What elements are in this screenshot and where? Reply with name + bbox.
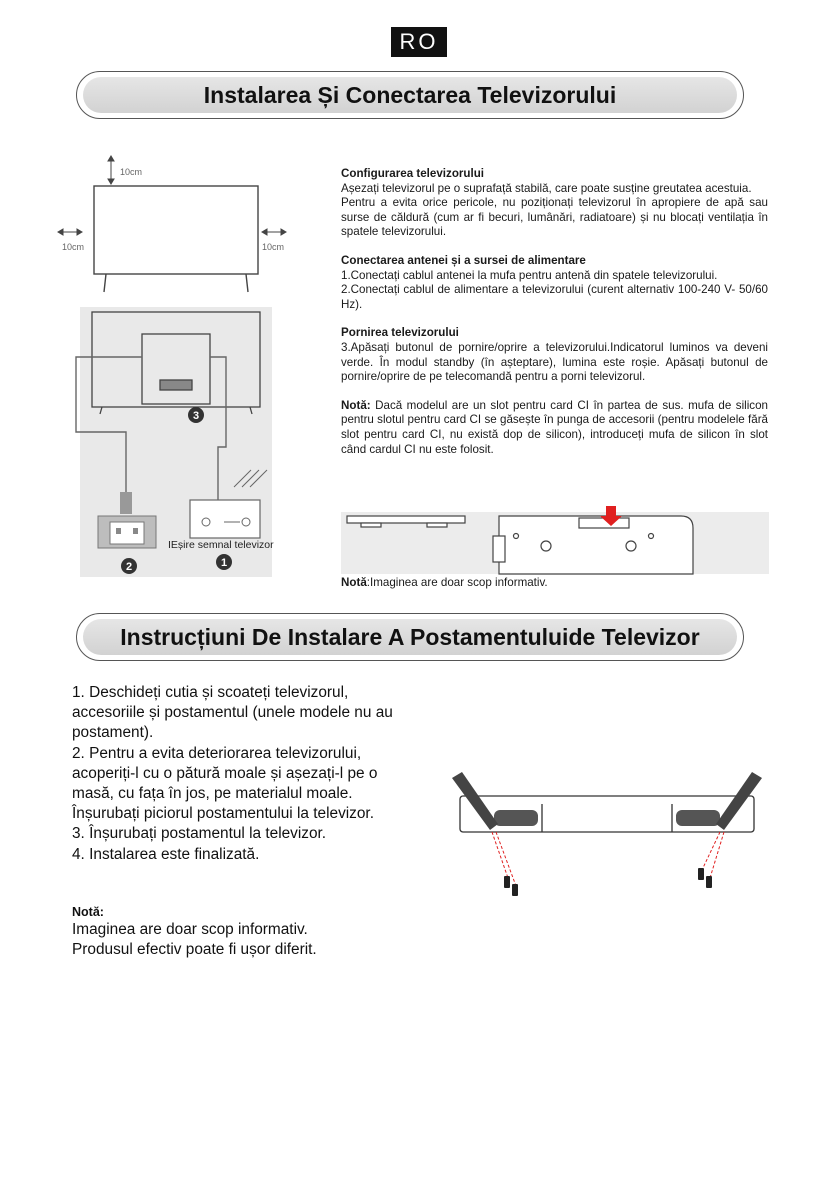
stand-step-2: 2. Pentru a evita deteriorarea televizorului, acoperiți-l cu o pătură moale și așezați-l pe o masă, cu fața în jos, pe materialul moale. Înșurubați piciorul postamentului la televizor. [72,744,378,823]
stand-note [72,904,417,960]
image-note [341,576,548,589]
svg-text:1: 1 [220,557,228,569]
antenna-step-2: 2.Conectați cablul de alimentare a televizorului (curent alternativ 100-240 V- 50/60 Hz). [341,283,768,311]
signal-output-label: IEșire semnal televizor [168,539,274,551]
note-text: Dacă modelul are un slot pentru card CI în partea de sus. mufa de silicon pentru slotul pentru card CI se găsește în punga de accesorii (pentru modelele fără slot pentru card CI, nu există dop de silicon), introduceți mufa de silicon în slot când cardul CI nu este folosit. [341,398,768,456]
note2-label: Notă [341,576,367,589]
stand-note-line-1: Imaginea are doar scop informativ. [72,921,308,938]
ci-slot-note [341,399,768,457]
top-clearance-label: 10cm [120,167,143,177]
screws-icon [504,868,712,896]
tv-rear-panel [493,516,693,574]
step-number-1 [216,554,232,570]
antenna-heading: Conectarea antenei și a sursei de alimentare [341,253,586,267]
stand-instructions [72,683,417,865]
power-heading: Pornirea televizorului [341,326,459,340]
tv-installation-diagram [56,152,296,582]
clearance-arrows [58,156,286,235]
setup-heading: Configurarea televizorului [341,167,485,180]
stand-mounting-diagram [452,760,762,900]
section-title: Instalarea Și Conectarea Televizorului [203,82,617,108]
stand-step-1: 1. Deschideți cutia și scoateți televizorul, accesoriile și postamentul (unele modele nu au postament). [72,684,393,742]
left-clearance-label: 10cm [62,242,85,252]
ci-slot-diagram [341,506,769,576]
svg-text:3: 3 [192,410,200,422]
setup-paragraph-1: Așezați televizorul pe o suprafață stabilă, care poate susține greutatea acestuia. [341,181,752,195]
note2-text: :Imaginea are doar scop informativ. [366,576,548,589]
antenna-wall-plate [190,500,260,538]
setup-paragraph-2: Pentru a evita orice pericole, nu poziționați televizorul în apropiere de apă sau surse de căldură (cum ar fi becuri, lumânări, radiatoare) și nu blocați ventilația în spatele televizorului. [341,196,768,239]
power-text: 3.Apăsați butonul de pornire/oprire a televizorului.Indicatorul luminos va deveni verde. În modul standby (în așteptare), lumina este roșie. Apăsați butonul de pornire/oprire de pe telecomandă pentru a porni televizorul. [341,340,768,384]
tv-front-illustration [94,186,258,292]
section-header-installation [76,71,744,119]
section-title: Instrucțiuni De Instalare A Postamentuluide Televizor [120,624,700,650]
section-header-stand [76,613,744,661]
stand-step-4: 4. Instalarea este finalizată. [72,845,260,863]
right-clearance-label: 10cm [262,242,285,252]
antenna-step-1: 1.Conectați cablul antenei la mufa pentru antenă din spatele televizorului. [341,268,718,282]
language-badge: RO [391,27,447,57]
stand-note-line-2: Produsul efectiv poate fi ușor diferit. [72,941,317,959]
stand-step-3: 3. Înșurubați postamentul la televizor. [72,825,327,843]
step-number-3 [188,407,204,423]
screw-guides [492,832,724,886]
step-number-2 [121,558,137,574]
svg-text:2: 2 [125,561,133,573]
stand-note-label: Notă: [72,905,104,919]
installation-text [341,167,768,457]
note-label: Notă: [341,398,371,412]
